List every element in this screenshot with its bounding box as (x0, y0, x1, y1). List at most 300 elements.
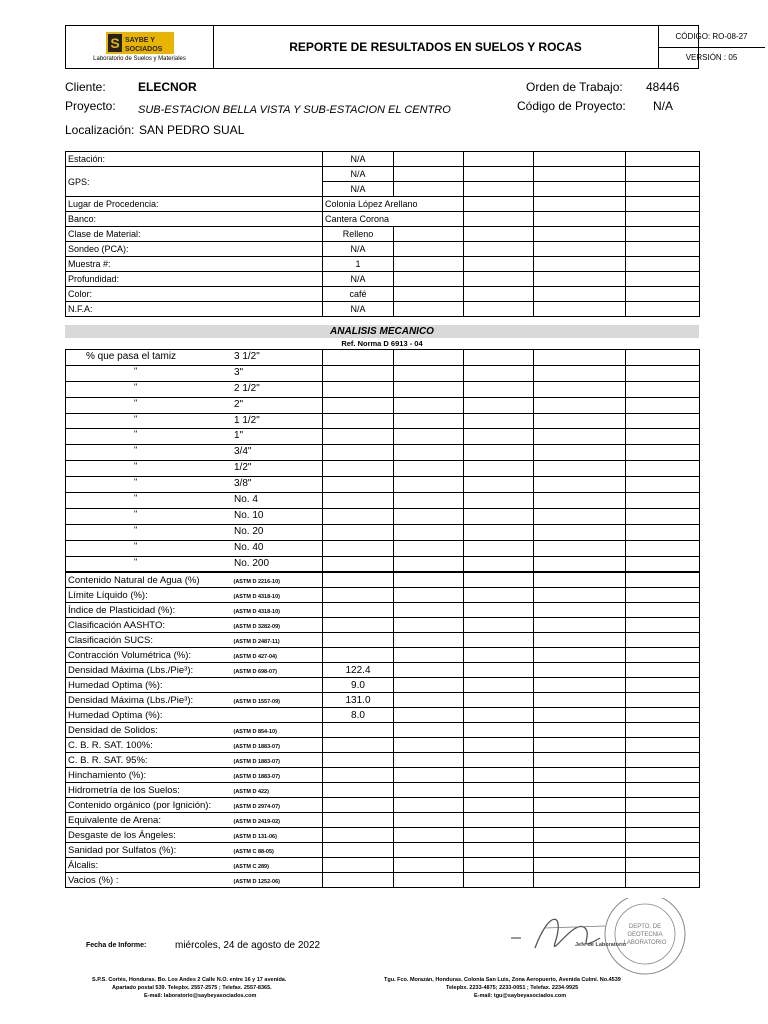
sieve-value-cell (464, 477, 534, 493)
sieve-value-cell (464, 461, 534, 477)
test-value: 8.0 (323, 708, 394, 723)
test-label: Sanidad por Sulfatos (%): (66, 843, 232, 858)
test-extra-cell (394, 783, 464, 798)
row-value: Relleno (323, 227, 394, 242)
test-standard-cell (232, 828, 323, 843)
sieve-cell (66, 350, 323, 366)
test-extra-cell (394, 858, 464, 873)
test-label: Límite Líquido (%): (66, 588, 232, 603)
test-standard: (ASTM D 2419-02) (233, 819, 280, 825)
sieve-value-cell (626, 381, 700, 397)
test-standard: (ASTM D 1252-06) (233, 879, 280, 885)
row-value: N/A (323, 272, 394, 287)
test-value (323, 798, 394, 813)
sieve-value-cell (394, 508, 464, 524)
test-label: Índice de Plasticidad (%): (66, 603, 232, 618)
test-label: Contenido orgánico (por Ignición): (66, 798, 232, 813)
table-row (66, 813, 700, 828)
sieve-value-cell (626, 445, 700, 461)
table-row (66, 508, 700, 524)
sieve-value-cell (323, 477, 394, 493)
sieve-value-cell (626, 461, 700, 477)
footer-left-line2: Apartado postal 539. Telepbx. 2557-2575 ; Telefax. 2557-8365. (112, 985, 272, 991)
test-extra-cell (464, 573, 534, 588)
test-standard-cell (232, 738, 323, 753)
sieve-size: No. 200 (234, 557, 270, 569)
sieve-value-cell (323, 524, 394, 540)
table-row (66, 678, 700, 693)
test-value (323, 768, 394, 783)
sieve-value-cell (323, 397, 394, 413)
sieve-cell (66, 540, 323, 556)
test-extra-cell (464, 738, 534, 753)
test-value (323, 783, 394, 798)
sieve-value-cell (626, 508, 700, 524)
footer-right-line1: Tgu. Fco. Morazán, Honduras. Colonia San Luis, Zona Aeropuerto, Avenida Culmí. No.4539 (384, 977, 621, 983)
test-extra-cell (394, 648, 464, 663)
ditto-mark: " (134, 429, 138, 440)
sieve-size: 1/2" (234, 462, 252, 474)
sieve-value-cell (626, 365, 700, 381)
ditto-mark: " (134, 365, 138, 376)
sieve-size: No. 4 (234, 494, 258, 506)
test-extra-cell (626, 843, 700, 858)
test-value (323, 633, 394, 648)
sieve-value-cell (394, 429, 464, 445)
sieve-cell (66, 429, 323, 445)
sieve-value-cell (464, 381, 534, 397)
sieve-size: 3 1/2" (234, 351, 260, 362)
row-value: N/A (323, 242, 394, 257)
table-row (66, 167, 700, 182)
test-value (323, 588, 394, 603)
test-extra-cell (534, 858, 626, 873)
test-standard: (ASTM D 422) (233, 789, 269, 795)
table-row (66, 152, 700, 167)
table-row (66, 858, 700, 873)
sieve-value-cell (534, 381, 626, 397)
test-extra-cell (626, 858, 700, 873)
test-extra-cell (534, 828, 626, 843)
test-extra-cell (464, 783, 534, 798)
table-row (66, 843, 700, 858)
sieve-value-cell (323, 381, 394, 397)
svg-text:SOCIADOS: SOCIADOS (125, 46, 163, 53)
test-extra-cell (626, 738, 700, 753)
sieve-cell (66, 445, 323, 461)
test-label: Humedad Optima (%): (66, 708, 232, 723)
test-standard: (ASTM D 1883-07) (233, 744, 280, 750)
table-row (66, 753, 700, 768)
svg-text:SAYBE Y: SAYBE Y (125, 37, 155, 44)
test-extra-cell (464, 603, 534, 618)
test-standard-cell (232, 858, 323, 873)
sieve-cell (66, 524, 323, 540)
sieve-size: 3/4" (234, 446, 252, 458)
test-standard-cell (232, 813, 323, 828)
sieve-value-cell (534, 413, 626, 429)
test-standard-cell (232, 648, 323, 663)
test-extra-cell (626, 663, 700, 678)
table-row (66, 663, 700, 678)
sieve-cell (66, 397, 323, 413)
test-extra-cell (534, 873, 626, 888)
test-standard-cell (232, 573, 323, 588)
test-extra-cell (534, 723, 626, 738)
sieve-value-cell (626, 556, 700, 572)
test-value (323, 858, 394, 873)
test-standard-cell (232, 798, 323, 813)
table-row (66, 708, 700, 723)
sieve-value-cell (534, 429, 626, 445)
row-label: Estación: (66, 152, 323, 167)
row-label: Sondeo (PCA): (66, 242, 323, 257)
sieve-value-cell (464, 493, 534, 509)
logo-cell (66, 26, 214, 68)
test-extra-cell (464, 678, 534, 693)
test-standard: (ASTM D 698-07) (233, 669, 277, 675)
table-row (66, 738, 700, 753)
tests-table (65, 572, 700, 888)
sieve-value-cell (464, 429, 534, 445)
table-row (66, 723, 700, 738)
test-extra-cell (394, 813, 464, 828)
sieve-value-cell (626, 524, 700, 540)
footer-right-line3: E-mail: tgu@saybeyasociados.com (474, 993, 567, 999)
test-standard: (ASTM D 1557-09) (233, 699, 280, 705)
test-extra-cell (394, 738, 464, 753)
sieve-value-cell (534, 350, 626, 366)
sieve-value-cell (534, 461, 626, 477)
table-row (66, 618, 700, 633)
table-row (66, 524, 700, 540)
sieve-value-cell (464, 445, 534, 461)
sieve-value-cell (626, 413, 700, 429)
sieve-size: 2 1/2" (234, 382, 260, 394)
logo-subtitle: Laboratorio de Suelos y Materiales (93, 56, 186, 62)
test-extra-cell (394, 723, 464, 738)
test-extra-cell (534, 663, 626, 678)
table-row (66, 573, 700, 588)
sieve-value-cell (394, 397, 464, 413)
test-extra-cell (534, 618, 626, 633)
row-value: N/A (323, 182, 394, 197)
sieve-size: 1 1/2" (234, 414, 260, 426)
table-row (66, 783, 700, 798)
document-version: VERSIÓN : 05 (685, 53, 738, 62)
table-row (66, 461, 700, 477)
sieve-value-cell (323, 540, 394, 556)
sieve-value-cell (394, 493, 464, 509)
test-extra-cell (464, 618, 534, 633)
table-row (66, 540, 700, 556)
test-extra-cell (534, 843, 626, 858)
test-value (323, 738, 394, 753)
test-extra-cell (534, 633, 626, 648)
test-extra-cell (534, 783, 626, 798)
ditto-mark: " (134, 413, 138, 424)
table-row (66, 429, 700, 445)
test-value (323, 648, 394, 663)
test-label: Álcalis: (66, 858, 232, 873)
ditto-mark: " (134, 540, 138, 551)
sieve-cell (66, 493, 323, 509)
test-extra-cell (394, 573, 464, 588)
ditto-mark: " (134, 508, 138, 519)
test-label: C. B. R. SAT. 100%: (66, 738, 232, 753)
row-label: N.F.A: (66, 302, 323, 317)
test-standard: (ASTM D 3282-09) (233, 624, 280, 630)
ditto-mark: " (134, 445, 138, 456)
test-standard-cell (232, 843, 323, 858)
test-extra-cell (394, 633, 464, 648)
sieve-value-cell (394, 540, 464, 556)
test-extra-cell (394, 678, 464, 693)
test-extra-cell (626, 603, 700, 618)
sieve-value-cell (534, 445, 626, 461)
sieve-value-cell (394, 461, 464, 477)
sieve-value-cell (464, 556, 534, 572)
test-extra-cell (464, 693, 534, 708)
report-header (65, 25, 748, 69)
ditto-mark: " (134, 461, 138, 472)
table-row (66, 242, 700, 257)
test-label: Equivalente de Arena: (66, 813, 232, 828)
test-standard-cell (232, 708, 323, 723)
test-extra-cell (626, 798, 700, 813)
row-value: 1 (323, 257, 394, 272)
test-label: Hidrometría de los Suelos: (66, 783, 232, 798)
table-row (66, 693, 700, 708)
report-date-value: miércoles, 24 de agosto de 2022 (175, 940, 321, 951)
test-extra-cell (626, 783, 700, 798)
table-row (66, 413, 700, 429)
test-extra-cell (626, 708, 700, 723)
table-row (66, 603, 700, 618)
sieve-value-cell (394, 524, 464, 540)
table-row (66, 768, 700, 783)
test-label: Desgaste de los Ángeles: (66, 828, 232, 843)
test-method-note (234, 678, 264, 680)
sieve-value-cell (323, 350, 394, 366)
sieve-value-cell (323, 413, 394, 429)
test-extra-cell (464, 648, 534, 663)
row-label: Color: (66, 287, 323, 302)
test-extra-cell (626, 633, 700, 648)
svg-text:LABORATORIO: LABORATORIO (623, 940, 667, 946)
sieve-size: No. 10 (234, 509, 264, 521)
table-row (66, 302, 700, 317)
test-extra-cell (464, 858, 534, 873)
test-extra-cell (534, 708, 626, 723)
footer-left-line1: S.P.S. Cortés, Honduras. Bo. Los Andes 2 Calle N.O. entre 16 y 17 avenida. (92, 977, 287, 983)
client-label: Cliente: (65, 80, 106, 94)
project-label: Proyecto: (65, 99, 116, 113)
row-value: N/A (323, 152, 394, 167)
table-row (66, 633, 700, 648)
analysis-norm-ref: Ref. Norma D 6913 - 04 (341, 339, 423, 348)
table-row (66, 828, 700, 843)
ditto-mark: " (134, 524, 138, 535)
sieve-value-cell (323, 429, 394, 445)
general-info-table (65, 151, 700, 317)
test-standard-cell (232, 768, 323, 783)
test-standard: (ASTM D 1883-07) (233, 774, 280, 780)
test-standard-cell (232, 618, 323, 633)
test-standard: (ASTM D 4318-10) (233, 609, 280, 615)
test-extra-cell (534, 603, 626, 618)
sieve-size: 3/8" (234, 478, 252, 490)
table-row (66, 648, 700, 663)
sieve-value-cell (394, 413, 464, 429)
client-value: ELECNOR (138, 80, 197, 94)
document-code: CÓDIGO: RO-08-27 (658, 26, 765, 48)
table-row (66, 556, 700, 572)
sieve-cell (66, 365, 323, 381)
table-row (66, 197, 700, 212)
test-extra-cell (626, 768, 700, 783)
table-row (66, 287, 700, 302)
test-extra-cell (534, 678, 626, 693)
sieve-cell (66, 461, 323, 477)
location-value: SAN PEDRO SUAL (139, 123, 245, 137)
test-label: Densidad Máxima (Lbs./Pie³): (66, 693, 232, 708)
test-value: 122.4 (323, 663, 394, 678)
test-value (323, 603, 394, 618)
table-row (66, 350, 700, 366)
test-extra-cell (534, 738, 626, 753)
project-code-value: N/A (653, 99, 674, 113)
test-extra-cell (394, 843, 464, 858)
test-extra-cell (394, 768, 464, 783)
test-label: Contracción Volumétrica (%): (66, 648, 232, 663)
sieve-size: No. 40 (234, 541, 264, 553)
test-extra-cell (626, 723, 700, 738)
sieve-value-cell (323, 508, 394, 524)
row-label: Banco: (66, 212, 323, 227)
ditto-mark: " (134, 493, 138, 504)
footer-left-line3: E-mail: laboratorio@saybeyasociados.com (144, 993, 257, 999)
test-extra-cell (626, 828, 700, 843)
test-standard: (ASTM D 854-10) (233, 729, 277, 735)
test-label: Clasificación AASHTO: (66, 618, 232, 633)
report-date-label: Fecha de Informe: (86, 942, 147, 949)
test-extra-cell (394, 588, 464, 603)
test-method-note (234, 708, 269, 710)
test-standard: (ASTM C 88-05) (233, 849, 274, 855)
test-extra-cell (534, 768, 626, 783)
test-extra-cell (464, 813, 534, 828)
row-label: Profundidad: (66, 272, 323, 287)
sieve-size: 2" (234, 398, 244, 410)
test-extra-cell (394, 663, 464, 678)
sieve-value-cell (394, 445, 464, 461)
table-row (66, 365, 700, 381)
table-row (66, 798, 700, 813)
ditto-mark: " (134, 477, 138, 488)
test-extra-cell (626, 693, 700, 708)
test-standard: (ASTM D 4318-10) (233, 594, 280, 600)
sieve-value-cell (464, 524, 534, 540)
test-label: Hinchamiento (%): (66, 768, 232, 783)
test-extra-cell (464, 753, 534, 768)
sieve-value-cell (394, 381, 464, 397)
sieve-value-cell (323, 493, 394, 509)
sieve-label: % que pasa el tamiz (86, 351, 177, 362)
sieve-value-cell (394, 365, 464, 381)
table-row (66, 873, 700, 888)
ditto-mark: " (134, 381, 138, 392)
test-standard-cell (232, 588, 323, 603)
test-standard-cell (232, 783, 323, 798)
test-extra-cell (394, 708, 464, 723)
test-extra-cell (534, 588, 626, 603)
test-value (323, 753, 394, 768)
sieve-size: 1" (234, 430, 244, 442)
test-value (323, 873, 394, 888)
sieve-value-cell (626, 429, 700, 445)
test-extra-cell (626, 753, 700, 768)
table-row (66, 272, 700, 287)
test-extra-cell (534, 813, 626, 828)
test-value: 9.0 (323, 678, 394, 693)
location-label: Localización: (65, 123, 135, 137)
test-extra-cell (394, 828, 464, 843)
project-value: SUB-ESTACION BELLA VISTA Y SUB-ESTACION EL CENTRO (138, 104, 451, 116)
test-extra-cell (464, 663, 534, 678)
test-standard: (ASTM D 2974-07) (233, 804, 280, 810)
test-extra-cell (534, 573, 626, 588)
test-standard-cell (232, 873, 323, 888)
sieve-cell (66, 556, 323, 572)
row-label: Muestra #: (66, 257, 323, 272)
test-label: Clasificación SUCS: (66, 633, 232, 648)
test-extra-cell (394, 753, 464, 768)
test-label: Humedad Optima (%): (66, 678, 232, 693)
sieve-value-cell (534, 524, 626, 540)
test-extra-cell (464, 873, 534, 888)
sieve-cell (66, 477, 323, 493)
ditto-mark: " (134, 556, 138, 567)
test-extra-cell (626, 588, 700, 603)
test-extra-cell (394, 798, 464, 813)
svg-text:GEOTECNIA: GEOTECNIA (627, 932, 663, 938)
test-extra-cell (464, 708, 534, 723)
row-label: Lugar de Procedencia: (66, 197, 323, 212)
test-standard-cell (232, 663, 323, 678)
test-value (323, 723, 394, 738)
test-value (323, 843, 394, 858)
sieve-value-cell (626, 540, 700, 556)
test-value: 131.0 (323, 693, 394, 708)
test-extra-cell (626, 618, 700, 633)
test-standard-cell (232, 678, 323, 693)
test-extra-cell (394, 693, 464, 708)
test-extra-cell (394, 873, 464, 888)
test-label: Contenido Natural de Agua (%) (66, 573, 232, 588)
sieve-value-cell (626, 350, 700, 366)
sieve-value-cell (394, 477, 464, 493)
footer-right-line2: Telepbx. 2233-4875; 2233-0051 ; Telefax. 2234-9925 (446, 985, 579, 991)
test-standard: (ASTM D 1883-07) (233, 759, 280, 765)
test-label: Vacios (%) : (66, 873, 232, 888)
sieve-value-cell (464, 365, 534, 381)
test-standard: (ASTM D 131-06) (233, 834, 277, 840)
table-row (66, 227, 700, 242)
test-value (323, 813, 394, 828)
test-standard: (ASTM D 2487-11) (233, 639, 280, 645)
test-label: Densidad de Solidos: (66, 723, 232, 738)
